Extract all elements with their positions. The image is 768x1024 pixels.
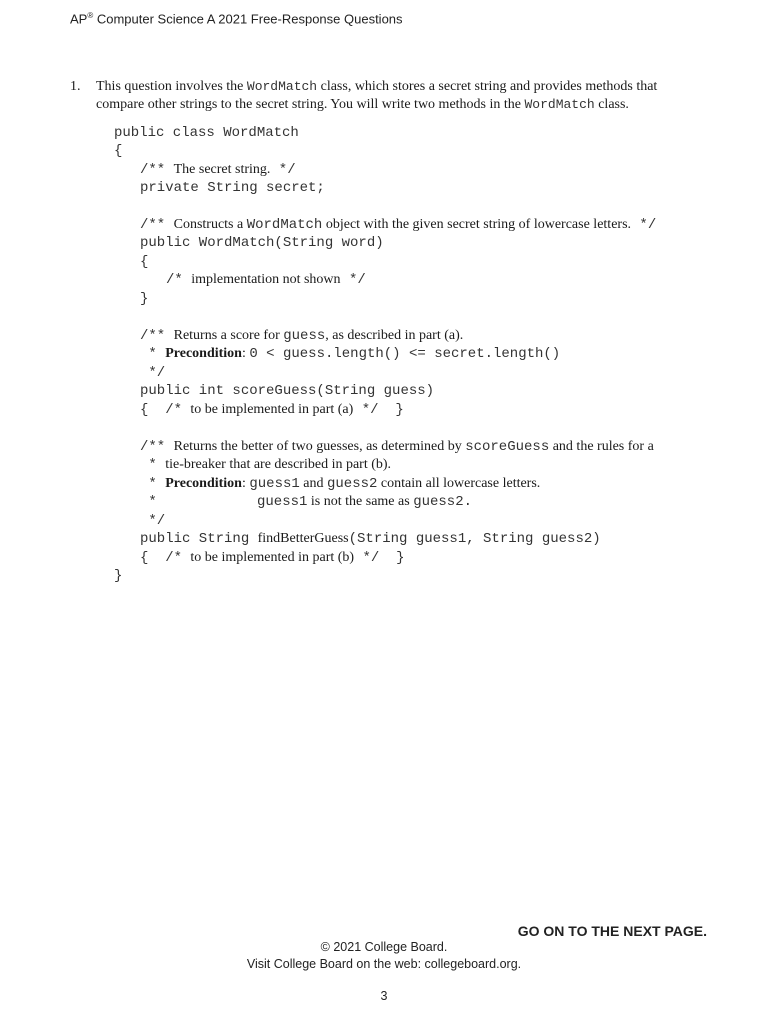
code-comment — [166, 271, 366, 289]
code-line: private String secret; — [140, 180, 325, 196]
code-segment: public String — [140, 531, 258, 547]
code-comment — [140, 493, 157, 511]
code-comment — [140, 401, 404, 419]
comment-marker: */ — [340, 272, 366, 288]
comment-text: to be implemented in part (a) — [190, 402, 354, 417]
comment-text: implementation not shown — [191, 272, 341, 287]
comment-code: 0 < guess.length() <= secret.length() — [249, 346, 561, 362]
precondition-label: Precondition — [165, 476, 242, 491]
code-line: public int scoreGuess(String guess) — [140, 383, 435, 399]
code-comment: */ — [140, 365, 166, 381]
comment-text: The secret string. — [173, 162, 271, 177]
code-line: { — [140, 254, 149, 270]
comment-marker: */ } — [353, 402, 404, 418]
code-comment — [140, 549, 405, 567]
question-intro — [70, 78, 690, 114]
comment-text: object with the given secret string of lowercase letters. — [322, 217, 632, 232]
header-registered-mark: ® — [87, 11, 94, 20]
comment-text: . — [463, 494, 473, 510]
code-comment — [140, 327, 463, 345]
comment-marker: */ } — [354, 550, 405, 566]
visit-website: Visit College Board on the web: collegeboard.org. — [246, 957, 522, 971]
code-line — [140, 530, 601, 548]
comment-text: to be implemented in part (b) — [190, 550, 355, 565]
question-text-part: class. — [594, 97, 629, 112]
comment-marker: /* — [166, 272, 192, 288]
comment-marker: * — [140, 494, 157, 510]
copyright: © 2021 College Board. — [320, 940, 448, 954]
comment-text: Returns a score for — [173, 328, 284, 343]
comment-text: contain all lowercase letters. — [377, 476, 541, 491]
comment-code: guess1 — [249, 476, 300, 492]
code-comment — [140, 475, 540, 493]
next-page-notice: GO ON TO THE NEXT PAGE. — [517, 923, 707, 939]
code-segment: (String guess1, String guess2) — [348, 531, 601, 547]
header-title: Computer Science A 2021 Free-Response Questions — [93, 11, 403, 27]
code-comment — [257, 493, 472, 511]
comment-text: , as described in part (a). — [325, 328, 464, 343]
comment-text: Returns the better of two guesses, as determined by — [173, 439, 466, 454]
comment-text: : — [241, 346, 250, 361]
question-text-part: class, which stores a secret string and provides methods that compare other strings to the secret string. You will write two methods in the — [96, 79, 658, 112]
question-text — [96, 78, 690, 114]
page-header — [70, 11, 403, 26]
code-comment — [140, 456, 391, 474]
comment-marker: */ — [270, 162, 296, 178]
comment-text: and the rules for a — [549, 439, 654, 454]
code-comment — [140, 216, 656, 234]
code-comment — [140, 161, 296, 179]
comment-marker: * — [140, 457, 166, 473]
comment-marker: { /* — [140, 550, 191, 566]
comment-text: Constructs a — [173, 217, 247, 232]
code-comment — [140, 345, 560, 363]
comment-code: guess — [283, 328, 326, 344]
comment-marker: /** — [140, 217, 174, 233]
precondition-label: Precondition — [165, 346, 242, 361]
comment-marker: * — [140, 346, 166, 362]
code-comment: */ — [140, 513, 166, 529]
comment-text: : — [241, 476, 250, 491]
method-name: findBetterGuess — [257, 531, 349, 546]
comment-marker: /** — [140, 162, 174, 178]
comment-code: guess1 — [257, 494, 308, 510]
comment-marker: /** — [140, 439, 174, 455]
comment-code: guess2 — [327, 476, 378, 492]
comment-marker: * — [140, 476, 166, 492]
comment-code: guess2 — [413, 494, 464, 510]
class-name-code: WordMatch — [246, 79, 318, 94]
code-line: } — [140, 291, 149, 307]
page-number: 3 — [380, 989, 388, 1003]
comment-code: WordMatch — [246, 217, 323, 233]
code-line: } — [114, 568, 123, 584]
comment-marker: */ — [631, 217, 657, 233]
comment-marker: { /* — [140, 402, 191, 418]
class-name-code: WordMatch — [524, 97, 595, 112]
code-comment — [140, 438, 654, 456]
comment-text: tie-breaker that are described in part (b). — [165, 457, 392, 472]
comment-marker: /** — [140, 328, 174, 344]
question-text-part: This question involves the — [96, 79, 247, 94]
comment-text: is not the same as — [307, 494, 414, 509]
code-line: public WordMatch(String word) — [140, 235, 384, 251]
comment-text: and — [299, 476, 327, 491]
header-ap: AP — [70, 11, 88, 27]
comment-code: scoreGuess — [465, 439, 550, 455]
code-line: public class WordMatch — [114, 125, 299, 141]
code-line: { — [114, 143, 123, 159]
question-number: 1. — [70, 79, 81, 94]
